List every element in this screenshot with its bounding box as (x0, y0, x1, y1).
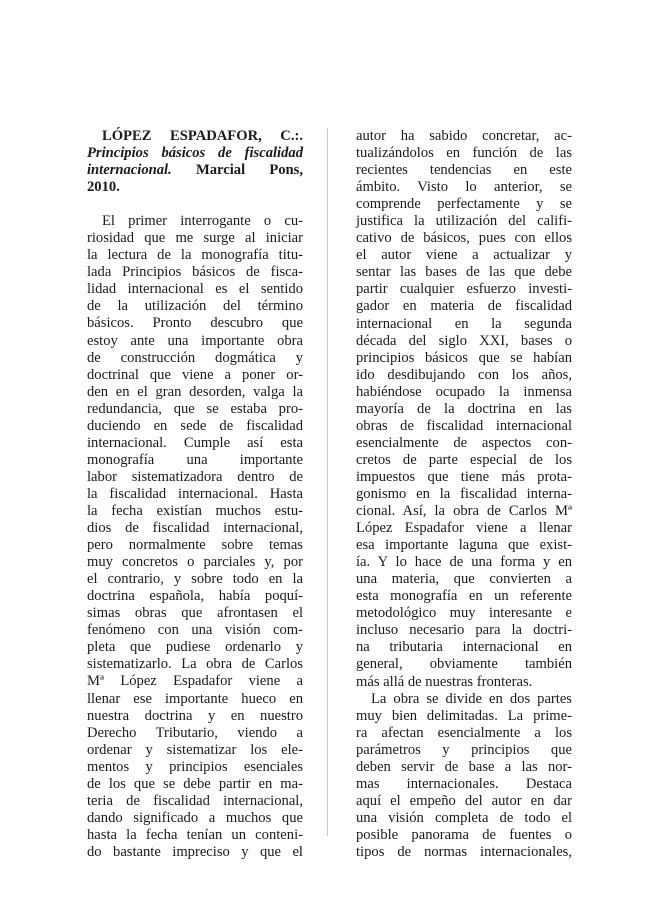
text-line: pero normalmente sobre temas (87, 537, 303, 554)
text-line: una materia, que convierten a (356, 571, 572, 588)
text-line: labor sistematizadora dentro de (87, 468, 303, 485)
text-line: la lectura de la monografía titu- (87, 247, 303, 264)
text-line: recientes tendencias en este (356, 162, 572, 179)
text-line: deben servir de base a las nor- (356, 758, 572, 775)
text-line: nuestra doctrina y en nuestro (87, 707, 303, 724)
text-line: estoy ante una importante obra (87, 332, 303, 349)
text-line: hasta la fecha tenían un conteni- (87, 826, 303, 843)
text-line: sentar las bases de las que debe (356, 264, 572, 281)
text-line: tipos de normas internacionales, (356, 843, 572, 860)
right-column (356, 128, 572, 861)
text-line: teria de fiscalidad internacional, (87, 792, 303, 809)
text-line: doctrina española, había poquí- (87, 588, 303, 605)
text-line: posible panorama de fuentes o (356, 826, 572, 843)
text-line: justifica la utilización del califi- (356, 213, 572, 230)
text-line: el contrario, y sobre todo en la (87, 571, 303, 588)
text-line: esencialmente de aspectos con- (356, 434, 572, 451)
text-line: esa importante laguna que exist- (356, 537, 572, 554)
text-line: den en el gran desorden, valga la (87, 383, 303, 400)
right-body-text (356, 128, 572, 861)
text-line: mayoría de la doctrina en las (356, 400, 572, 417)
text-line: sistematizarlo. La obra de Carlos (87, 656, 303, 673)
text-line: mas internacionales. Destaca (356, 775, 572, 792)
text-line: más allá de nuestras fronteras. (356, 673, 533, 690)
text-line: aquí el empeño del autor en dar (356, 792, 572, 809)
text-line: general, obviamente también (356, 656, 572, 673)
text-line: parámetros y principios que (356, 741, 572, 758)
text-line: comprende perfectamente y se (356, 196, 572, 213)
text-line: habiéndose ocupado la inmensa (356, 383, 572, 400)
text-line: dando significado a muchos que (87, 809, 303, 826)
text-line: década del siglo XXI, bases o (356, 332, 572, 349)
text-line: incluso necesario para la doctri- (356, 622, 572, 639)
text-line: simas obras que afrontasen el (87, 605, 303, 622)
text-line: fenómeno con una visión com- (87, 622, 303, 639)
text-line: Mª López Espadafor viene a (87, 673, 303, 690)
heading-author: LÓPEZ ESPADAFOR, C.:. (102, 128, 303, 144)
text-line: na tributaria internacional en (356, 639, 572, 656)
text-line: pleta que pudiese ordenarlo y (87, 639, 303, 656)
text-line: ido desdibujando con los años, (356, 366, 572, 383)
text-line: de construcción dogmática y (87, 349, 303, 366)
text-line: lidad internacional es el sentido (87, 281, 303, 298)
text-line: una visión completa de todo el (356, 809, 572, 826)
text-line: ámbito. Visto lo anterior, se (356, 179, 572, 196)
text-line: monografía una importante (87, 451, 303, 468)
left-body-text (87, 213, 303, 861)
text-line: internacional. Cumple así esta (87, 434, 303, 451)
text-line: principios básicos que se habían (356, 349, 572, 366)
text-line: do bastante impreciso y que el (87, 843, 303, 860)
text-line: básicos. Pronto descubro que (87, 315, 303, 332)
text-line: cional. Así, la obra de Carlos Mª (356, 503, 572, 520)
text-line: mentos y principios esenciales (87, 758, 303, 775)
text-line: gonismo en la fiscalidad interna- (356, 485, 572, 502)
text-line: El primer interrogante o cu- (102, 213, 303, 230)
text-line: gador en materia de fiscalidad (356, 298, 572, 315)
text-line: ra afectan esencialmente a los (356, 724, 572, 741)
text-line: lada Principios básicos de fisca- (87, 264, 303, 281)
heading-title-line1: Principios básicos de fiscalidad (87, 145, 303, 162)
text-line: muy concretos o parciales y, por (87, 554, 303, 571)
text-line: tualizándolos en función de las (356, 145, 572, 162)
heading-title-line2 (87, 162, 303, 179)
heading-year: 2010. (87, 179, 120, 196)
column-divider (327, 128, 328, 836)
text-line: el autor viene a actualizar y (356, 247, 572, 264)
text-line: internacional en la segunda (356, 315, 572, 332)
text-line: llenar ese importante hueco en (87, 690, 303, 707)
heading-title-end: internacional. (87, 162, 172, 179)
text-line: cretos de parte especial de los (356, 451, 572, 468)
text-line: cativo de básicos, pues con ellos (356, 230, 572, 247)
heading-publisher: Marcial Pons, (195, 162, 303, 179)
text-line: de los que se debe partir en ma- (87, 775, 303, 792)
text-line: redundancia, que se estaba pro- (87, 400, 303, 417)
text-line: la fecha existían muchos estu- (87, 502, 303, 519)
text-line: ía. Y lo hace de una forma y en (356, 554, 572, 571)
text-line: duciendo en sede de fiscalidad (87, 417, 303, 434)
text-line: obras de fiscalidad internacional (356, 417, 572, 434)
review-heading (87, 128, 303, 196)
text-line: muy bien delimitadas. La prime- (356, 707, 572, 724)
text-line: de la utilización del término (87, 298, 303, 315)
text-line: impuestos que tiene más prota- (356, 468, 572, 485)
text-line: esta monografía en un referente (356, 588, 572, 605)
text-line: Derecho Tributario, viendo a (87, 724, 303, 741)
text-line: doctrinal que viene a poner or- (87, 366, 303, 383)
left-column (87, 128, 303, 861)
text-line: riosidad que me surge al iniciar (87, 230, 303, 247)
text-line: partir cualquier esfuerzo investi- (356, 281, 572, 298)
text-line: dios de fiscalidad internacional, (87, 520, 303, 537)
text-line: metodológico muy interesante e (356, 605, 572, 622)
text-line: López Espadafor viene a llenar (356, 520, 572, 537)
heading-spacer (87, 196, 303, 213)
text-line: La obra se divide en dos partes (371, 690, 572, 707)
text-line: ordenar y sistematizar los ele- (87, 741, 303, 758)
text-line: autor ha sabido concretar, ac- (356, 128, 572, 144)
text-line: la fiscalidad internacional. Hasta (87, 485, 303, 502)
